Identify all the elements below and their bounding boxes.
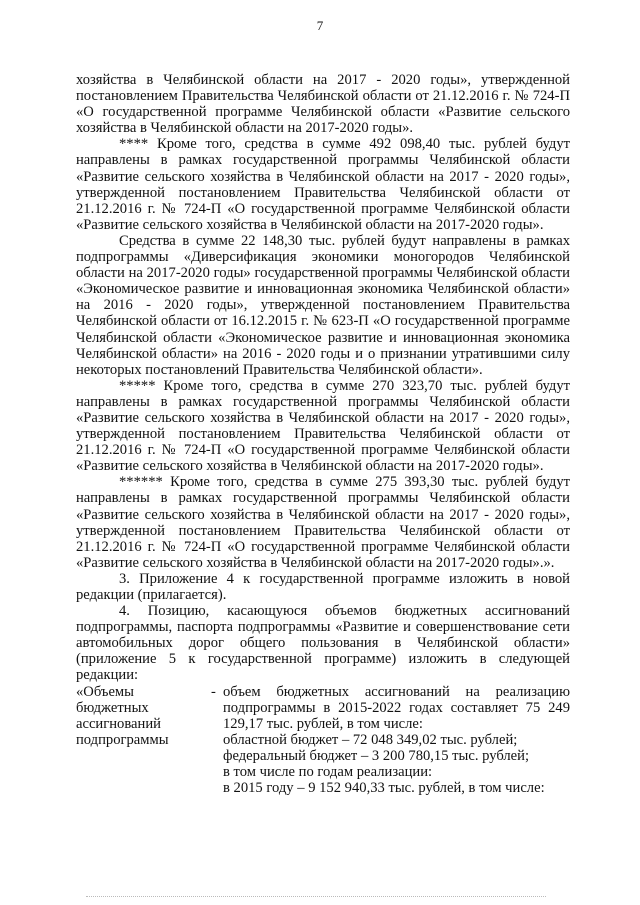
paragraph-funds-22148: Средства в сумме 22 148,30 тыс. рублей будут направлены в рамках подпрограммы «Диверсификация экономики моногородов Челябинской области на 2017-2020 годы» государственной программы Челябинской области «Экономическое развитие и инновационная экономика Челябинской области» на 2016 - 2020 годы», утвержденной постановлением Правительства Челябинской области от 16.12.2015 г. № 623-П «О государственной программе Челябинской области «Экономическое развитие и инновационная экономика Челябинской области» на 2016 - 2020 годы и о признании утратившими силу некоторых постановлений Правительства Челябинской области». <box>76 232 570 378</box>
passport-left-cell <box>76 684 211 797</box>
first-entry <box>211 684 570 732</box>
right-line: в 2015 году – 9 152 940,33 тыс. рублей, в том числе: <box>223 780 545 797</box>
paragraph-footnote-4: **** Кроме того, средства в сумме 492 098,40 тыс. рублей будут направлены в рамках государственной программы Челябинской области «Развитие сельского хозяйства в Челябинской области на 2017 - 2020 годы», утвержденной постановлением Правительства Челябинской области от 21.12.2016 г. № 724-П «О государственной программе Челябинской области «Развитие сельского хозяйства в Челябинской области на 2017-2020 годы». <box>76 136 570 233</box>
passport-right-cell <box>211 684 570 797</box>
left-line: ассигнований <box>76 715 161 732</box>
paragraph-footnote-5: ***** Кроме того, средства в сумме 270 323,70 тыс. рублей будут направлены в рамках государственной программы Челябинской области «Развитие сельского хозяйства в Челябинской области на 2017 - 2020 годы», утвержденной постановлением Правительства Челябинской области от 21.12.2016 г. № 724-П «О государственной программе Челябинской области «Развитие сельского хозяйства в Челябинской области на 2017-2020 годы». <box>76 377 570 475</box>
right-line: федеральный бюджет – 3 200 780,15 тыс. рублей; <box>223 747 530 764</box>
paragraph-footnote-6: ****** Кроме того, средства в сумме 275 393,30 тыс. рублей будут направлены в рамках государственной программы Челябинской области «Развитие сельского хозяйства в Челябинской области на 2017 - 2020 годы», утвержденной постановлением Правительства Челябинской области от 21.12.2016 г. № 724-П «О государственной программе Челябинской области «Развитие сельского хозяйства в Челябинской области на 2017-2020 годы».». <box>76 474 570 571</box>
paragraph-continuation: хозяйства в Челябинской области на 2017 - 2020 годы», утвержденной постановлением Правительства Челябинской области от 21.12.2016 г. № 724-П «О государственной программе Челябинской области «Развитие сельского хозяйства в Челябинской области на 2017-2020 годы». <box>76 72 570 137</box>
right-line: в том числе по годам реализации: <box>223 764 433 781</box>
document-body <box>76 72 570 796</box>
left-line: «Объемы <box>76 683 134 700</box>
paragraph-item-3: 3. Приложение 4 к государственной программе изложить в новой редакции (прилагается). <box>76 570 570 603</box>
left-line: подпрограммы <box>76 731 169 748</box>
total-volume-text: объем бюджетных ассигнований на реализацию подпрограммы в 2015-2022 годах составляет 75 249 129,17 тыс. рублей, в том числе: <box>223 683 570 732</box>
paragraph-item-4: 4. Позицию, касающуюся объемов бюджетных ассигнований подпрограммы, паспорта подпрограммы «Развитие и совершенствование сети автомобильных дорог общего пользования в Челябинской области» (приложение 5 к государственной программе) изложить в следующей редакции: <box>76 603 570 684</box>
right-line: областной бюджет – 72 048 349,02 тыс. рублей; <box>223 731 518 748</box>
left-line: бюджетных <box>76 699 149 716</box>
dash-bullet: - <box>211 683 216 700</box>
passport-table-row <box>76 684 570 797</box>
scan-edge-line <box>86 896 546 897</box>
page-number: 7 <box>316 18 324 33</box>
